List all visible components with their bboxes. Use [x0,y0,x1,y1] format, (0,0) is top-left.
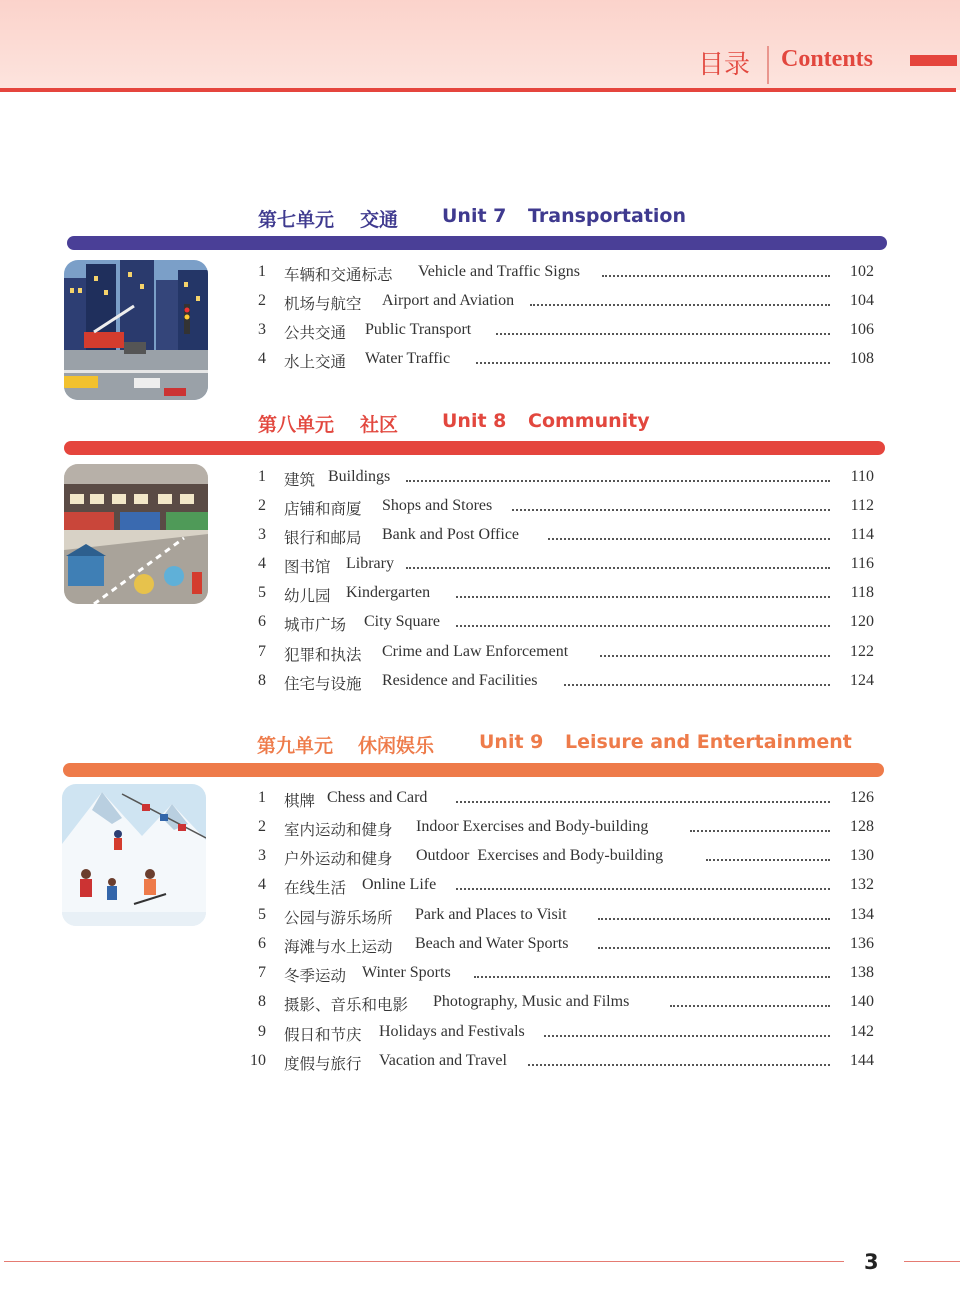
toc-entry[interactable]: 1 车辆和交通标志 Vehicle and Traffic Signs 102 [258,263,874,284]
page-number: 132 [850,876,874,893]
page-number: 104 [850,292,874,309]
toc-entry[interactable]: 1 棋牌 Chess and Card 126 [258,789,874,810]
page-number: 126 [850,789,874,806]
leader-dots [406,564,830,569]
leader-dots [496,330,830,335]
unit-8-bar [64,441,885,455]
unit-cn-topic: 社区 [360,414,399,436]
page-number: 118 [850,584,874,601]
toc-entry[interactable]: 4 在线生活 Online Life 132 [258,876,874,897]
folio-page-number: 3 [864,1250,879,1274]
toc-entry[interactable]: 8 摄影、音乐和电影 Photography, Music and Films 140 [258,993,874,1014]
leader-dots [564,681,830,686]
unit-title: Community [528,410,650,432]
toc-entry[interactable]: 4 图书馆 Library 116 [258,555,874,576]
leader-dots [602,272,830,277]
page-number: 142 [850,1023,874,1040]
header-separator [767,46,769,84]
leader-dots [544,1032,830,1037]
page-number: 144 [850,1052,874,1069]
unit-9-bar [63,763,884,777]
page-number: 138 [850,964,874,981]
page-number: 102 [850,263,874,280]
page-number: 108 [850,350,874,367]
page-number: 128 [850,818,874,835]
toc-entry[interactable]: 9 假日和节庆 Holidays and Festivals 142 [258,1023,874,1044]
toc-entry[interactable]: 1 建筑 Buildings 110 [258,468,874,489]
leader-dots [600,652,830,657]
toc-entry[interactable]: 8 住宅与设施 Residence and Facilities 124 [258,672,874,693]
toc-entry[interactable]: 5 幼儿园 Kindergarten 118 [258,584,874,605]
header-title-cn: 目录 [698,50,751,80]
unit-title: Leisure and Entertainment [565,731,852,753]
page-number: 130 [850,847,874,864]
toc-entry[interactable]: 2 机场与航空 Airport and Aviation 104 [258,292,874,313]
street-community-illustration [64,464,208,604]
page-number: 114 [850,526,874,543]
unit-cn-topic: 交通 [360,209,399,231]
header-accent-block [910,55,957,66]
page-number: 106 [850,321,874,338]
leader-dots [690,827,830,832]
toc-entry[interactable]: 7 犯罪和执法 Crime and Law Enforcement 122 [258,643,874,664]
toc-entry[interactable]: 5 公园与游乐场所 Park and Places to Visit 134 [258,906,874,927]
unit-cn-label: 第八单元 [258,414,335,436]
leader-dots [598,915,830,920]
unit-7-bar [67,236,887,250]
page-number: 124 [850,672,874,689]
unit-cn-label: 第九单元 [257,735,334,757]
toc-entry[interactable]: 6 海滩与水上运动 Beach and Water Sports 136 [258,935,874,956]
leader-dots [456,885,830,890]
leader-dots [598,944,830,949]
toc-entry[interactable]: 3 银行和邮局 Bank and Post Office 114 [258,526,874,547]
leader-dots [548,535,830,540]
leader-dots [456,593,830,598]
toc-entry[interactable]: 6 城市广场 City Square 120 [258,613,874,634]
page-header [0,0,960,90]
leader-dots [476,359,830,364]
unit-cn-topic: 休闲娱乐 [358,735,435,757]
unit-number: Unit 9 [479,731,544,753]
leader-dots [512,506,830,511]
page-number: 136 [850,935,874,952]
page-number: 112 [850,497,874,514]
city-traffic-illustration [64,260,208,400]
page-number: 140 [850,993,874,1010]
page-number: 134 [850,906,874,923]
page-number: 116 [850,555,874,572]
leader-dots [528,1061,830,1066]
unit-number: Unit 8 [442,410,507,432]
toc-entry[interactable]: 3 公共交通 Public Transport 106 [258,321,874,342]
ski-slope-illustration [62,784,206,926]
unit-number: Unit 7 [442,205,507,227]
leader-dots [706,856,830,861]
toc-entry[interactable]: 3 户外运动和健身 Outdoor Exercises and Body-building 130 [258,847,874,868]
toc-entry[interactable]: 10 度假与旅行 Vacation and Travel 144 [250,1052,874,1073]
page-number: 122 [850,643,874,660]
leader-dots [670,1002,830,1007]
toc-entry[interactable]: 2 店铺和商厦 Shops and Stores 112 [258,497,874,518]
leader-dots [406,477,830,482]
header-rule [0,88,956,92]
footer-rule-right [904,1261,960,1262]
toc-entry[interactable]: 4 水上交通 Water Traffic 108 [258,350,874,371]
leader-dots [530,301,830,306]
page-number: 120 [850,613,874,630]
page-number: 110 [850,468,874,485]
unit-title: Transportation [528,205,687,227]
leader-dots [456,622,830,627]
header-title-en: Contents [781,46,874,72]
toc-entry[interactable]: 7 冬季运动 Winter Sports 138 [258,964,874,985]
unit-cn-label: 第七单元 [258,209,335,231]
footer-rule-left [4,1261,844,1262]
leader-dots [456,798,830,803]
leader-dots [474,973,830,978]
toc-entry[interactable]: 2 室内运动和健身 Indoor Exercises and Body-building 128 [258,818,874,839]
